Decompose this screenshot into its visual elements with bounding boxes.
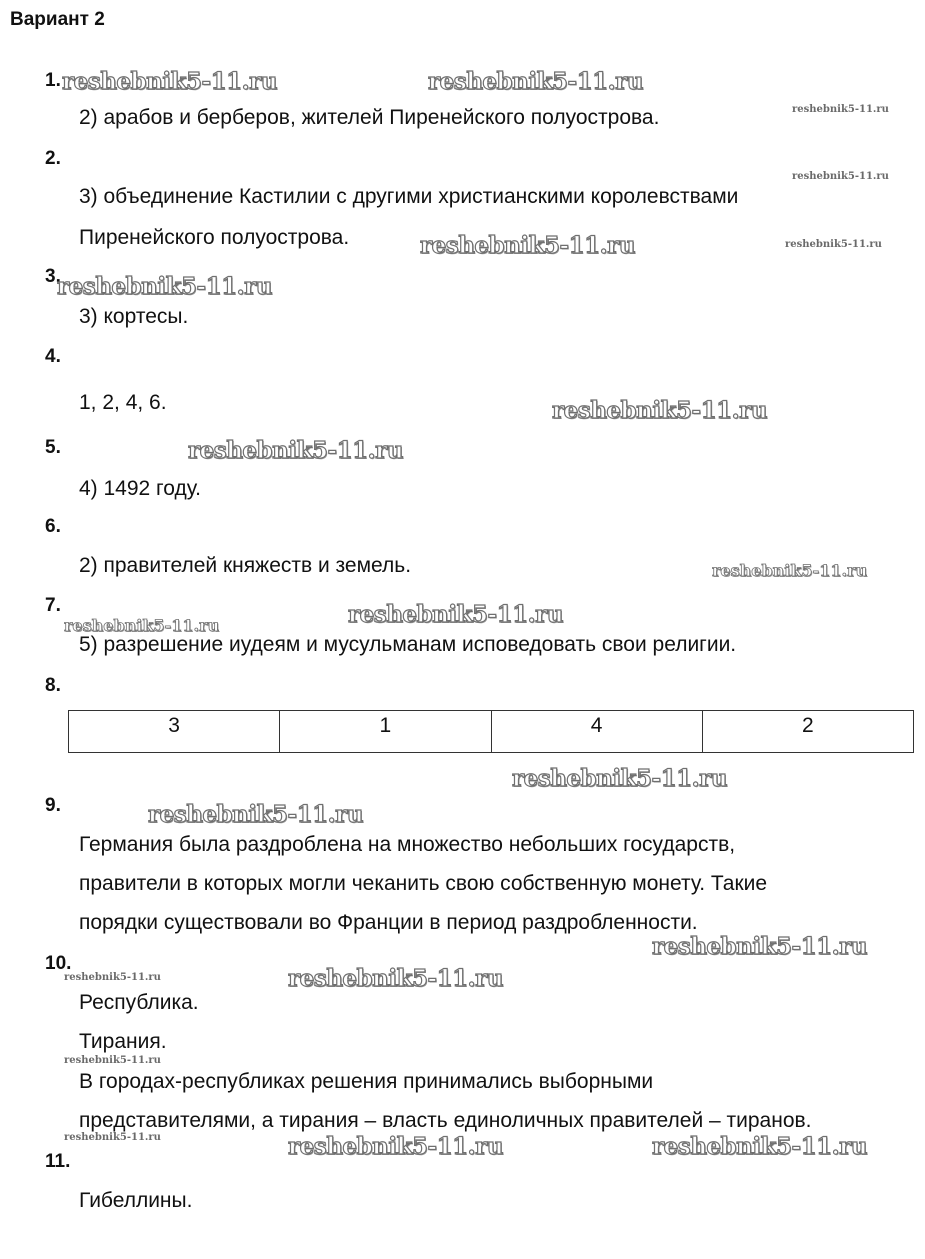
question-8-number: 8. [45,675,61,696]
watermark: reshebnik5-11.ru [712,561,868,580]
question-10-answer-line-3: В городах-республиках решения принимались выборными [79,1070,654,1093]
watermark: reshebnik5-11.ru [62,68,277,95]
watermark: reshebnik5-11.ru [348,601,563,628]
question-11-number: 11. [45,1151,71,1172]
watermark: reshebnik5-11.ru [652,933,867,960]
watermark: reshebnik5-11.ru [188,437,403,464]
question-10-answer-line-4: представителями, а тирания – власть единоличных правителей – тиранов. [79,1109,812,1132]
watermark: reshebnik5-11.ru [64,1055,161,1066]
question-6-answer: 2) правителей княжеств и земель. [79,554,412,577]
question-3-number: 3. [45,266,61,287]
watermark: reshebnik5-11.ru [288,965,503,992]
question-9-answer-line-1: Германия была раздроблена на множество небольших государств, [79,833,736,856]
question-4-answer: 1, 2, 4, 6. [79,391,167,414]
question-9-answer-line-2: правители в которых могли чеканить свою собственную монету. Такие [79,872,768,895]
question-10-answer-line-1: Республика. [79,991,199,1014]
question-7-number: 7. [45,595,61,616]
watermark: reshebnik5-11.ru [652,1133,867,1160]
watermark: reshebnik5-11.ru [792,104,889,115]
watermark: reshebnik5-11.ru [420,232,635,259]
table-cell: 1 [280,711,491,753]
question-10-answer-line-2: Тирания. [79,1030,167,1053]
watermark: reshebnik5-11.ru [512,765,727,792]
watermark: reshebnik5-11.ru [148,801,363,828]
question-5-answer: 4) 1492 году. [79,477,201,500]
question-6-number: 6. [45,516,61,537]
question-4-number: 4. [45,346,61,367]
table-row [69,711,914,753]
watermark: reshebnik5-11.ru [64,616,220,635]
page-title: Вариант 2 [10,9,105,30]
question-9-answer-line-3: порядки существовали во Франции в период раздробленности. [79,911,698,934]
watermark: reshebnik5-11.ru [64,1132,161,1143]
table-cell: 2 [702,711,913,753]
watermark: reshebnik5-11.ru [785,239,882,250]
question-11-answer: Гибеллины. [79,1189,193,1212]
question-5-number: 5. [45,437,61,458]
question-2-number: 2. [45,148,61,169]
question-10-number: 10. [45,953,72,974]
watermark: reshebnik5-11.ru [288,1133,503,1160]
table-cell: 4 [491,711,702,753]
matching-table [68,710,914,753]
question-2-answer-line-1: 3) объединение Кастилии с другими христианскими королевствами [79,185,739,208]
watermark: reshebnik5-11.ru [57,273,272,300]
question-2-answer-line-2: Пиренейского полуострова. [79,226,350,249]
watermark: reshebnik5-11.ru [428,68,643,95]
watermark: reshebnik5-11.ru [552,397,767,424]
question-3-answer: 3) кортесы. [79,305,189,328]
question-9-number: 9. [45,795,61,816]
question-7-answer: 5) разрешение иудеям и мусульманам исповедовать свои религии. [79,633,737,656]
table-cell: 3 [69,711,280,753]
watermark: reshebnik5-11.ru [792,171,889,182]
question-1-number: 1. [45,70,61,91]
question-1-answer: 2) арабов и берберов, жителей Пиренейского полуострова. [79,106,660,129]
watermark: reshebnik5-11.ru [64,972,161,983]
